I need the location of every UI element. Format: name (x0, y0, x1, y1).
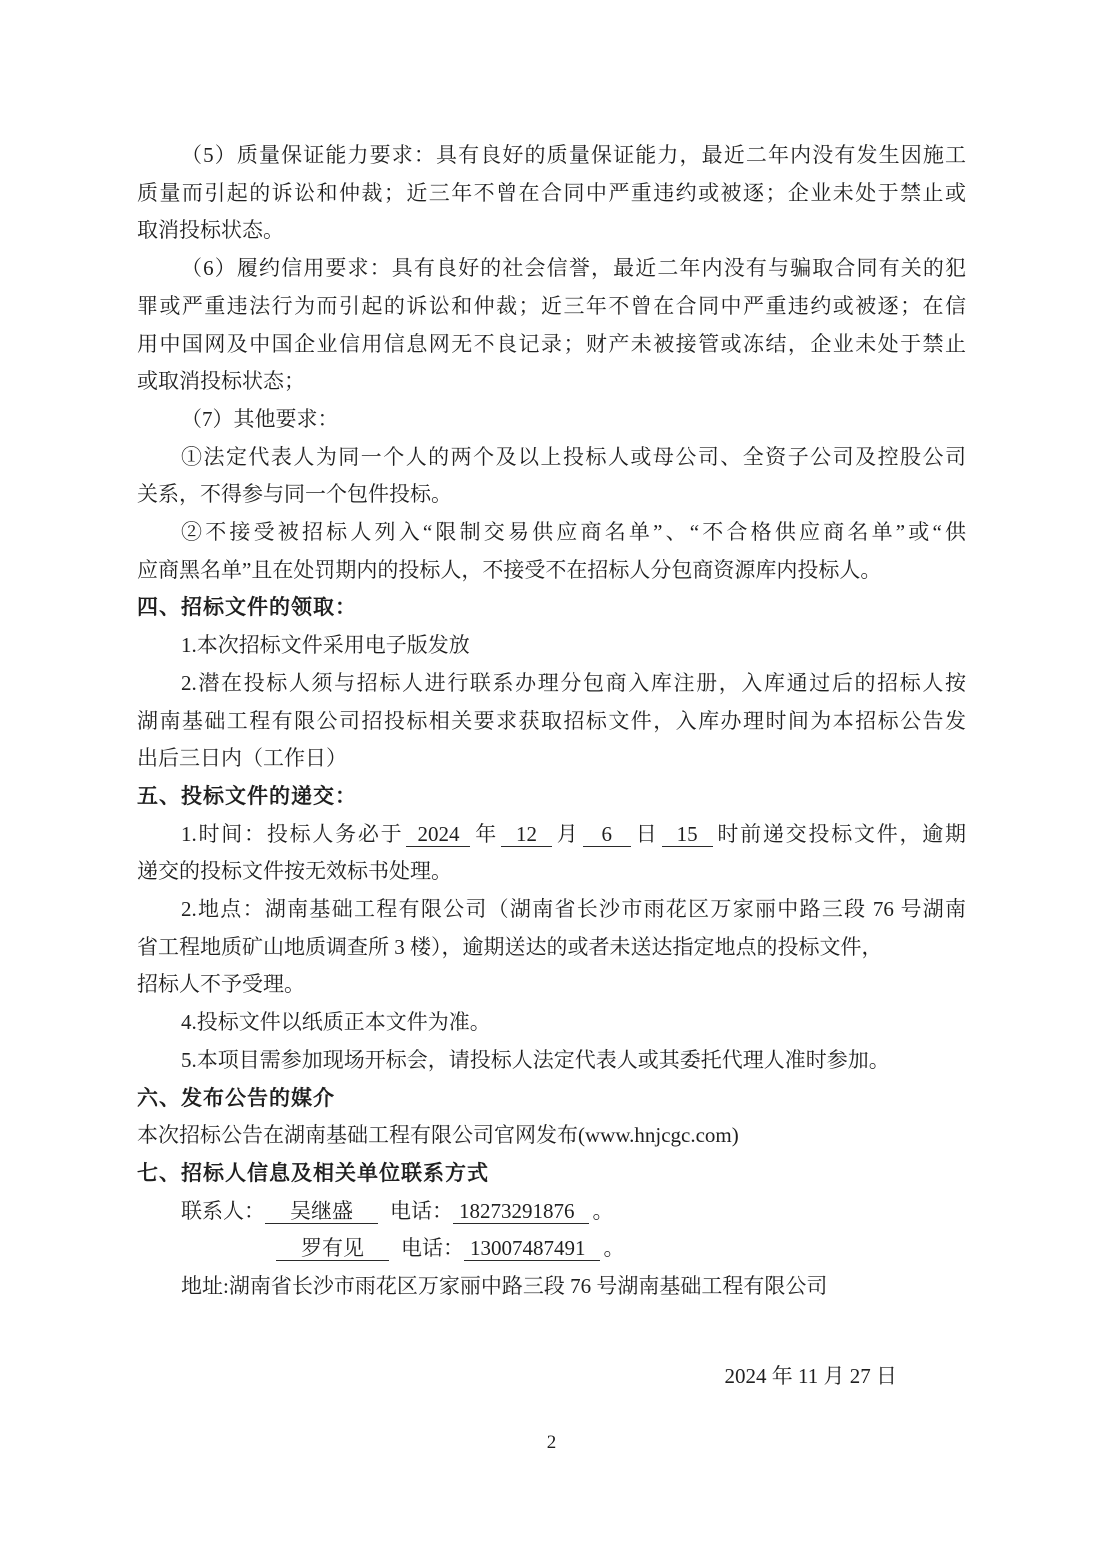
page-number: 2 (546, 1432, 557, 1453)
section-heading-5: 五、投标文件的递交： (137, 783, 357, 808)
paragraph-line: 罪或严重违法行为而引起的诉讼和仲裁；近三年不曾在合同中严重违约或被逐；在信 (137, 293, 966, 318)
document-date: 2024 年 11 月 27 日 (724, 1364, 897, 1388)
paragraph-line: 质量而引起的诉讼和仲裁；近三年不曾在合同中严重违约或被逐；企业未处于禁止或 (137, 180, 966, 205)
phone-label: 电话： (390, 1198, 453, 1223)
month-label: 月 (554, 821, 580, 846)
paragraph-line: 4.投标文件以纸质正本文件为准。 (181, 1010, 491, 1035)
blank-month-value: 12 (501, 822, 552, 847)
paragraph-line: ②不接受被招标人列入“限制交易供应商名单”、“不合格供应商名单”或“供 (181, 520, 966, 545)
contact-phone-value: 13007487491 (464, 1236, 600, 1261)
blank-hour-value: 15 (662, 822, 713, 847)
paragraph-line: 1.本次招标文件采用电子版发放 (181, 633, 470, 658)
contact-label: 联系人： (181, 1198, 265, 1223)
contact-line-1 (137, 1193, 966, 1231)
paragraph-line: 省工程地质矿山地质调查所 3 楼），逾期送达的或者未送达指定地点的投标文件， (137, 934, 883, 959)
period: 。 (592, 1198, 614, 1223)
day-label: 日 (634, 821, 659, 846)
paragraph-line: 2.潜在投标人须与招标人进行联系办理分包商入库注册，入库通过后的招标人按 (181, 670, 966, 695)
paragraph-line: 出后三日内（工作日） (137, 746, 347, 771)
paragraph-line: （6）履约信用要求：具有良好的社会信誉，最近二年内没有与骗取合同有关的犯 (181, 256, 966, 281)
contact-name-value: 罗有见 (276, 1236, 389, 1261)
paragraph-line: （7）其他要求： (181, 406, 339, 431)
section-heading-6: 六、发布公告的媒介 (137, 1085, 335, 1110)
paragraph-line: ①法定代表人为同一个人的两个及以上投标人或母公司、全资子公司及控股公司 (181, 444, 966, 469)
paragraph-line: 2.地点：湖南基础工程有限公司（湖南省长沙市雨花区万家丽中路三段 76 号湖南 (181, 897, 966, 922)
paragraph-line: 应商黑名单”且在处罚期内的投标人，不接受不在招标人分包商资源库内投标人。 (137, 557, 882, 582)
paragraph-line: 关系，不得参与同一个包件投标。 (137, 482, 452, 507)
time-line-prefix: 1.时间：投标人务必于 (181, 821, 404, 846)
paragraph-line: 招标人不予受理。 (137, 972, 305, 997)
time-line-suffix: 时前递交投标文件，逾期 (715, 821, 967, 846)
section-heading-7: 七、招标人信息及相关单位联系方式 (137, 1160, 489, 1185)
paragraph-line: 或取消投标状态； (137, 369, 305, 394)
paragraph-line: 用中国网及中国企业信用信息网无不良记录；财产未被接管或冻结，企业未处于禁止 (137, 331, 966, 356)
paragraph-line: （5）质量保证能力要求：具有良好的质量保证能力，最近二年内没有发生因施工 (181, 143, 966, 167)
blank-year-value: 2024 (406, 822, 470, 847)
contact-name-value: 吴继盛 (265, 1199, 378, 1224)
announcement-media-line: 本次招标公告在湖南基础工程有限公司官网发布(www.hnjcgc.com) (137, 1123, 739, 1148)
paragraph-line: 递交的投标文件按无效标书处理。 (137, 859, 452, 884)
section-heading-4: 四、招标文件的领取： (137, 595, 357, 620)
contact-phone-value: 18273291876 (453, 1199, 589, 1224)
paragraph-line: 湖南基础工程有限公司招投标相关要求获取招标文件，入库办理时间为本招标公告发 (137, 708, 966, 733)
paragraph-line: 5.本项目需参加现场开标会，请投标人法定代表人或其委托代理人准时参加。 (181, 1047, 890, 1072)
contact-line-2 (137, 1230, 966, 1268)
year-label: 年 (473, 821, 498, 846)
submission-time-line (137, 816, 966, 854)
period: 。 (603, 1236, 625, 1261)
paragraph-line: 取消投标状态。 (137, 218, 284, 243)
blank-day-value: 6 (583, 822, 632, 847)
document-body (137, 137, 966, 1306)
address-line: 地址:湖南省长沙市雨花区万家丽中路三段 76 号湖南基础工程有限公司 (181, 1274, 828, 1299)
phone-label: 电话： (401, 1236, 464, 1261)
